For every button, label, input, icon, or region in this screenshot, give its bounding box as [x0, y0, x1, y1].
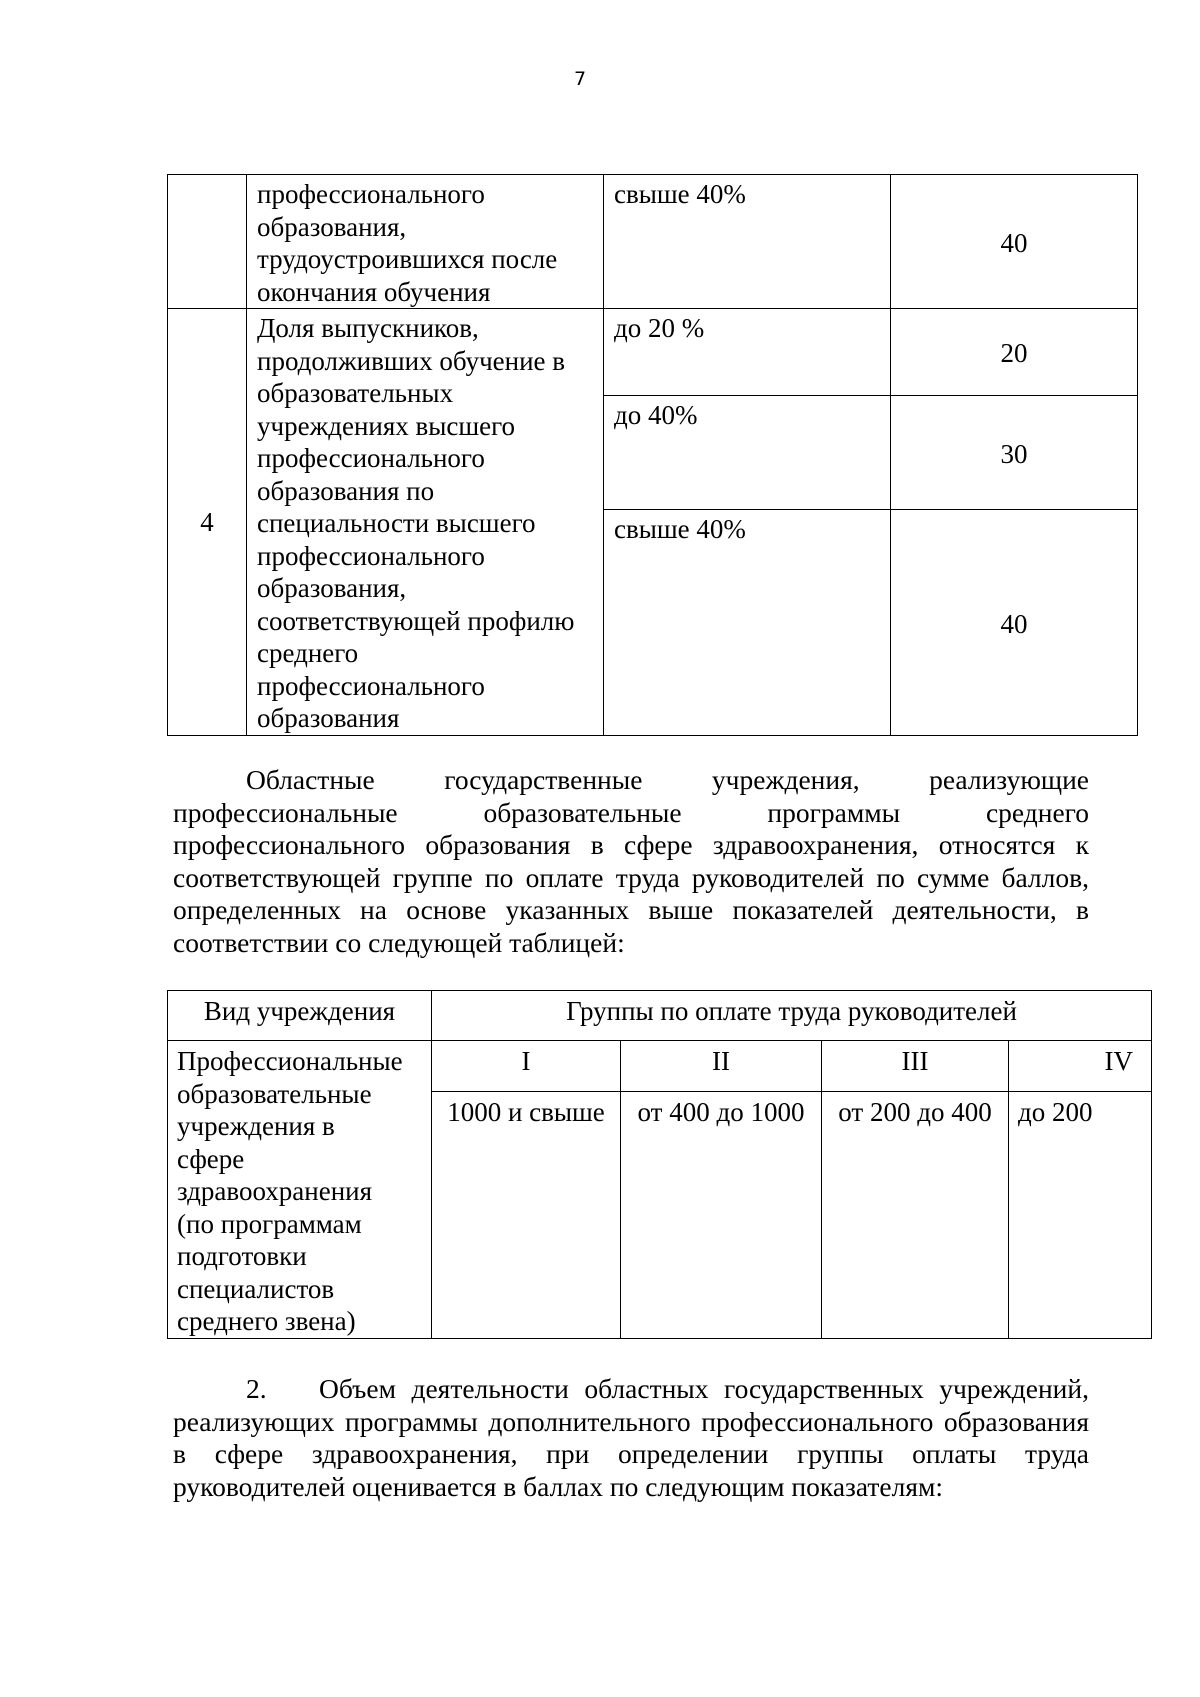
- criterion-line: Доля выпускников,: [257, 313, 479, 343]
- criterion-line: образования,: [257, 211, 407, 242]
- score-cell: 40: [891, 175, 1138, 309]
- threshold-cell: от 400 до 1000: [621, 1091, 822, 1338]
- criterion-line: трудоустроившихся после: [257, 244, 558, 274]
- paragraph-groups-intro: Областные государственные учреждения, реализующие профессиональные образовательные программы среднего профессионального образования в сфере здравоохранения, относятся к соответствующей группе по оплате труда руководителей по сумме баллов, определенных на основе указанных выше показателей деятельности, в соответствии со следующей таблицей:: [173, 764, 1089, 958]
- criterion-line: образовательных: [257, 378, 454, 408]
- group-label-cell: II: [621, 1041, 822, 1092]
- header-institution-type: Вид учреждения: [168, 991, 432, 1041]
- group-label-cell: IV: [1009, 1041, 1152, 1092]
- group-label-cell: I: [432, 1041, 621, 1092]
- criterion-line: образования,: [257, 573, 407, 603]
- criterion-line: учреждениях высшего: [257, 410, 516, 441]
- institution-line: сфере: [177, 1143, 245, 1174]
- groups-table: [167, 990, 1152, 1339]
- institution-line: Профессиональные: [177, 1046, 403, 1076]
- institution-line: (по программам: [177, 1208, 362, 1239]
- section-number: 2.: [246, 1373, 267, 1404]
- score-cell: 20: [891, 309, 1138, 396]
- table-row: [168, 1041, 1152, 1092]
- range-cell: до 20 %: [604, 309, 891, 396]
- range-cell: до 40%: [604, 395, 891, 510]
- institution-line: образовательные: [177, 1078, 372, 1109]
- criterion-line: соответствующей профилю: [257, 605, 575, 636]
- criterion-line: образования: [257, 703, 400, 733]
- range-cell: свыше 40%: [604, 175, 891, 309]
- criterion-cell: [247, 175, 604, 309]
- range-cell: свыше 40%: [604, 510, 891, 735]
- section-text: Объем деятельности областных государственных учреждений, реализующих программы дополнительного профессионального образования в сфере здравоохранения, при определении группы оплаты труда руководителей оценивается в баллах по следующим показателям:: [173, 1373, 1089, 1502]
- table-header-row: [168, 991, 1152, 1041]
- institution-line: среднего звена): [177, 1306, 356, 1336]
- criterion-line: среднего: [257, 638, 359, 668]
- threshold-cell: от 200 до 400: [822, 1091, 1009, 1338]
- paragraph-section-2: [173, 1373, 1089, 1503]
- table-row: [168, 309, 1138, 396]
- header-pay-groups: Группы по оплате труда руководителей: [432, 991, 1152, 1041]
- criterion-line: профессионального: [257, 670, 485, 701]
- threshold-cell: до 200: [1009, 1091, 1152, 1338]
- institution-line: подготовки: [177, 1241, 307, 1271]
- criterion-line: профессионального: [257, 443, 485, 473]
- criterion-line: профессионального: [257, 179, 485, 209]
- criterion-line: специальности высшего: [257, 508, 536, 538]
- institution-line: учреждения в: [177, 1111, 335, 1141]
- criterion-line: образования по: [257, 475, 435, 506]
- score-cell: 40: [891, 510, 1138, 735]
- threshold-cell: 1000 и свыше: [432, 1091, 621, 1338]
- criterion-cell: [247, 309, 604, 736]
- criterion-line: окончания обучения: [257, 276, 491, 307]
- institution-line: специалистов: [177, 1273, 335, 1304]
- score-cell: 30: [891, 395, 1138, 510]
- page-number: 7: [573, 68, 587, 90]
- criterion-line: продолживших обучение в: [257, 345, 566, 376]
- table-row: [168, 175, 1138, 309]
- criteria-table: [167, 174, 1138, 736]
- row-number-cell: 4: [168, 309, 247, 736]
- criterion-line: профессионального: [257, 540, 485, 571]
- institution-type-cell: [168, 1041, 432, 1339]
- row-number-cell: [168, 175, 247, 309]
- group-label-cell: III: [822, 1041, 1009, 1092]
- institution-line: здравоохранения: [177, 1176, 373, 1206]
